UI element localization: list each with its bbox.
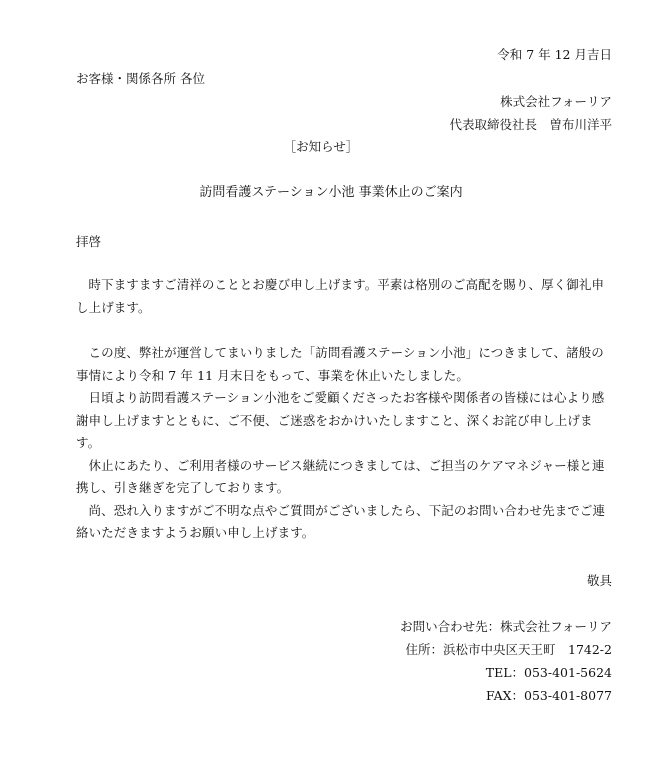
contact-fax: FAX：053-401-8077 (486, 688, 612, 703)
body-paragraph: 日頃より訪問看護ステーション小池をご愛顧くださったお客様や関係者の皆様には心より感謝申し上げますとともに、ご不便、ご迷惑をおかけいたしますこと、深くお詫び申し上げます。 (76, 390, 605, 450)
contact-heading: お問い合わせ先：株式会社フォーリア (400, 619, 612, 634)
body-section (76, 342, 612, 545)
body-paragraph: 休止にあたり、ご利用者様のサービス継続につきましては、ご担当のケアマネジャー様と連携し、引き継ぎを完了しております。 (76, 457, 605, 495)
salutation: 拝啓 (76, 234, 102, 249)
contact-address: 住所：浜松市中央区天王町 1742-2 (405, 642, 612, 657)
greeting-paragraph (76, 274, 612, 319)
addressee: お客様・関係各所 各位 (76, 71, 205, 86)
body-paragraph: この度、弊社が運営してまいりました「訪問看護ステーション小池」につきまして、諸般の事情により令和 7 年 11 月末日をもって、事業を休止いたしました。 (76, 345, 604, 383)
letter-title: 訪問看護ステーション小池 事業休止のご案内 (199, 185, 463, 200)
notice-label: ［お知らせ］ (283, 139, 359, 154)
body-paragraph: 尚、恐れ入りますがご不明な点やご質問がございましたら、下記のお問い合わせ先までご連絡いただきますようお願い申し上げます。 (76, 502, 606, 540)
contact-tel: TEL：053-401-5624 (485, 665, 612, 680)
greeting-text: 時下ますますご清祥のこととお慶び申し上げます。平素は格別のご高配を賜り、厚く御礼申し上げます。 (76, 277, 605, 315)
letter-date: 令和 7 年 12 月吉日 (497, 47, 612, 62)
closing: 敬具 (586, 573, 612, 588)
sender-representative: 代表取締役社長 曽布川洋平 (449, 117, 612, 132)
sender-company: 株式会社フォーリア (500, 94, 612, 109)
